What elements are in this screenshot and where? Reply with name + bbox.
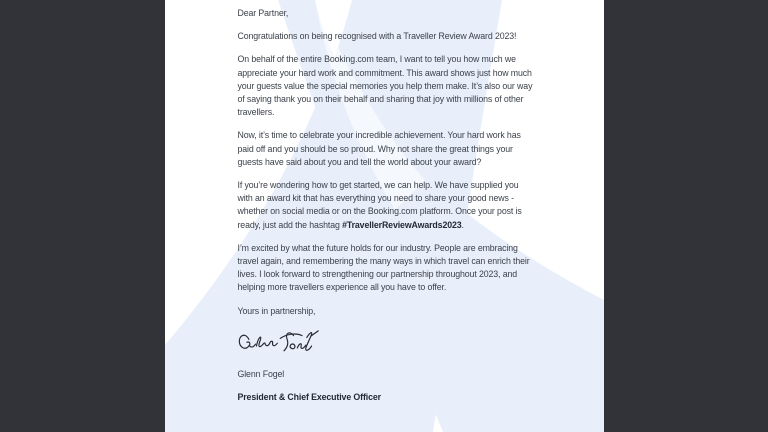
paragraph-future: I’m excited by what the future holds for our industry. People are embracing travel again, and remembering the many ways in which travel can enrich their lives. I look forward to strengthening our partnership throughout 2023, and helping more travellers experience all you have to offer. [237,242,530,293]
signatory-name: Glenn Fogel [237,368,285,379]
letter-body [165,0,604,404]
paragraph-award-kit [238,179,536,232]
letter-page [165,0,604,432]
salutation: Dear Partner, [237,8,289,18]
paragraph-appreciation: On behalf of the entire Booking.com team, I want to tell you how much we appreciate your hard work and commitment. This award shows just how much your guests value the special memories you help them make. It’s also our way of saying thank you on their behalf and sharing that joy with millions of other travellers. [237,54,533,118]
handwritten-signature-image [236,328,332,366]
award-kit-text-end: . [461,219,464,230]
paragraph-celebrate: Now, it’s time to celebrate your incredible achievement. Your hard work has paid off and you should be so proud. Why not share the great things your guests have said about you and tell the world about your award? [237,130,521,167]
sign-off: Yours in partnership, [237,305,316,316]
signatory-title: President & Chief Executive Officer [237,392,381,403]
hashtag-traveller-review-awards: #TravellerReviewAwards2023 [342,219,462,230]
paragraph-congratulations: Congratulations on being recognised with a Traveller Review Award 2023! [237,31,517,42]
signature-block [238,328,536,404]
award-kit-text: If you’re wondering how to get started, we can help. We have supplied you with an award kit that has everything you need to share your good news - whether on social media or on the Booking.com platform. Once your post is ready, just add the hashtag [237,180,522,230]
